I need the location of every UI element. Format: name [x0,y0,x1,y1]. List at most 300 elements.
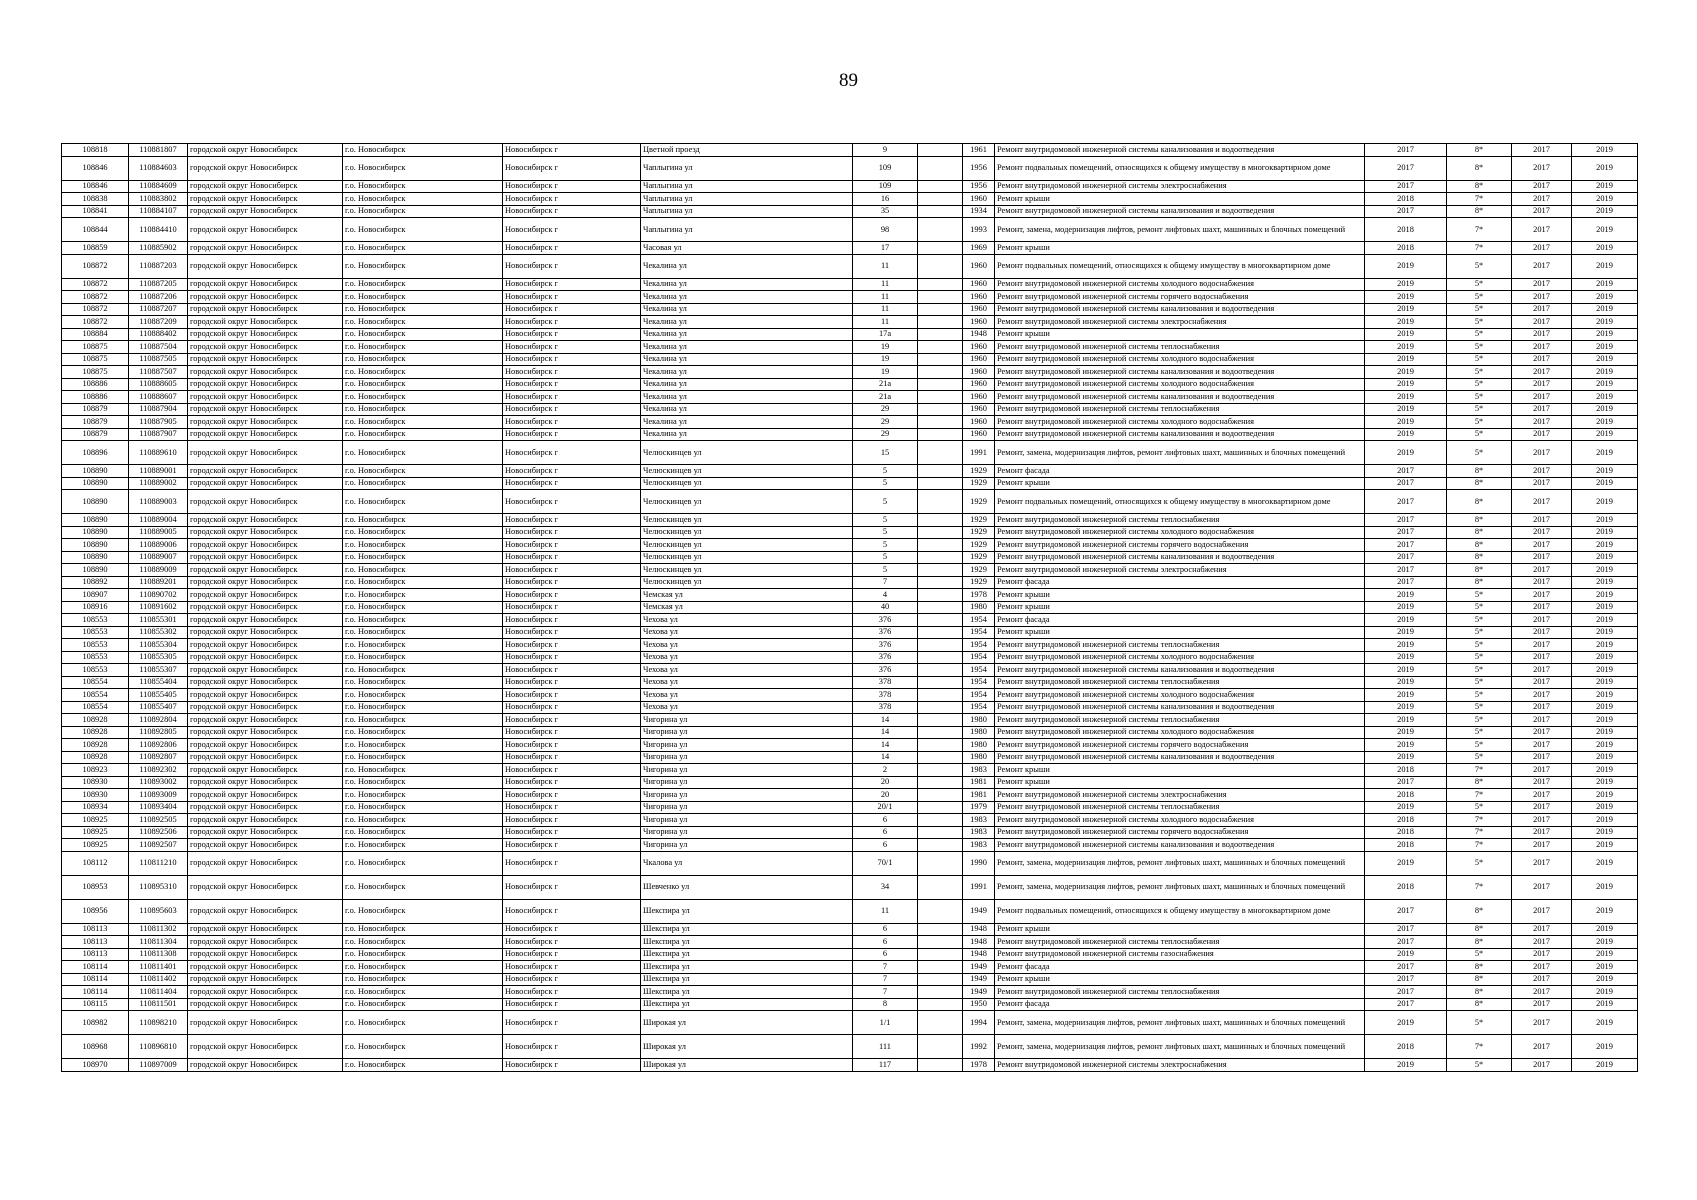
cell-year-built: 1956 [963,156,995,180]
cell-year-built: 1961 [963,144,995,157]
cell-start-year: 2017 [1512,254,1572,278]
cell-house-id: 108907 [62,589,129,602]
cell-end-year: 2019 [1572,726,1638,739]
cell-element-id: 110855404 [129,676,188,689]
cell-street: Шекспира ул [641,923,853,936]
cell-plan-year: 2018 [1365,789,1447,802]
cell-house-number: 19 [853,353,918,366]
cell-end-year: 2019 [1572,242,1638,255]
cell-start-year: 2017 [1512,353,1572,366]
cell-period: 8* [1447,490,1512,514]
cell-house-id: 108554 [62,701,129,714]
cell-plan-year: 2019 [1365,378,1447,391]
cell-work-type: Ремонт внутридомовой инженерной системы горячего водоснабжения [995,826,1365,839]
cell-work-type: Ремонт подвальных помещений, относящихся к общему имуществу в многоквартирном доме [995,254,1365,278]
cell-building [918,278,963,291]
cell-element-id: 110855307 [129,664,188,677]
cell-period: 8* [1447,205,1512,218]
cell-building [918,144,963,157]
cell-house-id: 108553 [62,639,129,652]
cell-year-built: 1960 [963,366,995,379]
cell-year-built: 1949 [963,899,995,923]
cell-year-built: 1954 [963,651,995,664]
cell-house-id: 108896 [62,441,129,465]
cell-plan-year: 2019 [1365,726,1447,739]
cell-house-id: 108928 [62,739,129,752]
cell-house-id: 108953 [62,875,129,899]
cell-work-type: Ремонт внутридомовой инженерной системы теплоснабжения [995,403,1365,416]
cell-end-year: 2019 [1572,1011,1638,1035]
cell-city: Новосибирск г [503,254,641,278]
cell-street: Чигорина ул [641,839,853,852]
cell-building [918,539,963,552]
cell-house-id: 108890 [62,526,129,539]
cell-plan-year: 2017 [1365,973,1447,986]
cell-end-year: 2019 [1572,589,1638,602]
cell-element-id: 110892807 [129,751,188,764]
cell-settlement: г.о. Новосибирск [343,789,503,802]
cell-work-type: Ремонт внутридомовой инженерной системы холодного водоснабжения [995,416,1365,429]
cell-end-year: 2019 [1572,576,1638,589]
cell-street: Шекспира ул [641,961,853,974]
cell-municipality: городской округ Новосибирск [188,726,343,739]
cell-house-id: 108872 [62,303,129,316]
cell-year-built: 1929 [963,564,995,577]
cell-year-built: 1954 [963,639,995,652]
cell-plan-year: 2019 [1365,714,1447,727]
cell-municipality: городской округ Новосибирск [188,764,343,777]
cell-element-id: 110888605 [129,378,188,391]
cell-year-built: 1960 [963,416,995,429]
cell-city: Новосибирск г [503,851,641,875]
cell-settlement: г.о. Новосибирск [343,923,503,936]
cell-period: 8* [1447,564,1512,577]
cell-street: Челюскинцев ул [641,477,853,490]
cell-house-number: 6 [853,814,918,827]
cell-work-type: Ремонт крыши [995,242,1365,255]
cell-settlement: г.о. Новосибирск [343,851,503,875]
cell-work-type: Ремонт внутридомовой инженерной системы газоснабжения [995,948,1365,961]
cell-plan-year: 2019 [1365,626,1447,639]
cell-building [918,391,963,404]
cell-plan-year: 2018 [1365,826,1447,839]
cell-start-year: 2017 [1512,875,1572,899]
table-row [62,205,1638,218]
cell-year-built: 1960 [963,193,995,206]
cell-period: 7* [1447,193,1512,206]
cell-period: 8* [1447,973,1512,986]
cell-building [918,986,963,999]
cell-city: Новосибирск г [503,144,641,157]
cell-house-number: 7 [853,576,918,589]
cell-city: Новосибирск г [503,441,641,465]
cell-municipality: городской округ Новосибирск [188,614,343,627]
cell-work-type: Ремонт внутридомовой инженерной системы канализования и водоотведения [995,551,1365,564]
cell-house-number: 6 [853,839,918,852]
table-row [62,391,1638,404]
cell-year-built: 1948 [963,948,995,961]
cell-period: 7* [1447,875,1512,899]
cell-street: Чекалина ул [641,403,853,416]
cell-street: Чаплыгина ул [641,180,853,193]
table-row [62,254,1638,278]
table-row [62,180,1638,193]
cell-end-year: 2019 [1572,639,1638,652]
table-row [62,739,1638,752]
cell-municipality: городской округ Новосибирск [188,416,343,429]
cell-street: Чигорина ул [641,776,853,789]
cell-building [918,416,963,429]
cell-settlement: г.о. Новосибирск [343,639,503,652]
table-row [62,156,1638,180]
cell-work-type: Ремонт, замена, модернизация лифтов, ремонт лифтовых шахт, машинных и блочных помещений [995,851,1365,875]
table-row [62,998,1638,1011]
cell-street: Чехова ул [641,676,853,689]
cell-element-id: 110887907 [129,428,188,441]
cell-work-type: Ремонт внутридомовой инженерной системы электроснабжения [995,316,1365,329]
cell-house-number: 109 [853,156,918,180]
cell-element-id: 110855302 [129,626,188,639]
cell-end-year: 2019 [1572,923,1638,936]
cell-period: 5* [1447,328,1512,341]
cell-city: Новосибирск г [503,416,641,429]
cell-settlement: г.о. Новосибирск [343,403,503,416]
cell-street: Чигорина ул [641,826,853,839]
cell-plan-year: 2019 [1365,851,1447,875]
table-row [62,851,1638,875]
cell-city: Новосибирск г [503,714,641,727]
cell-start-year: 2017 [1512,490,1572,514]
cell-building [918,614,963,627]
cell-settlement: г.о. Новосибирск [343,156,503,180]
cell-house-number: 111 [853,1035,918,1059]
cell-house-id: 108112 [62,851,129,875]
cell-city: Новосибирск г [503,316,641,329]
table-row [62,726,1638,739]
cell-house-number: 11 [853,316,918,329]
cell-work-type: Ремонт фасада [995,576,1365,589]
table-row [62,218,1638,242]
cell-year-built: 1956 [963,180,995,193]
cell-settlement: г.о. Новосибирск [343,899,503,923]
cell-settlement: г.о. Новосибирск [343,1059,503,1072]
cell-plan-year: 2019 [1365,328,1447,341]
cell-building [918,998,963,1011]
cell-start-year: 2017 [1512,366,1572,379]
cell-plan-year: 2019 [1365,316,1447,329]
cell-municipality: городской округ Новосибирск [188,639,343,652]
cell-period: 7* [1447,826,1512,839]
cell-end-year: 2019 [1572,378,1638,391]
table-row [62,477,1638,490]
cell-house-id: 108890 [62,551,129,564]
cell-plan-year: 2017 [1365,156,1447,180]
cell-house-id: 108890 [62,564,129,577]
cell-year-built: 1969 [963,242,995,255]
cell-street: Чекалина ул [641,278,853,291]
cell-house-number: 16 [853,193,918,206]
table-row [62,986,1638,999]
cell-plan-year: 2017 [1365,526,1447,539]
cell-municipality: городской округ Новосибирск [188,156,343,180]
cell-house-number: 9 [853,144,918,157]
cell-year-built: 1954 [963,676,995,689]
cell-city: Новосибирск г [503,465,641,478]
cell-period: 5* [1447,739,1512,752]
cell-building [918,948,963,961]
cell-house-id: 108875 [62,353,129,366]
cell-period: 5* [1447,726,1512,739]
cell-street: Чехова ул [641,664,853,677]
cell-municipality: городской округ Новосибирск [188,180,343,193]
cell-house-id: 108841 [62,205,129,218]
cell-municipality: городской округ Новосибирск [188,776,343,789]
cell-municipality: городской округ Новосибирск [188,428,343,441]
cell-building [918,689,963,702]
cell-street: Чекалина ул [641,291,853,304]
cell-work-type: Ремонт внутридомовой инженерной системы канализования и водоотведения [995,839,1365,852]
cell-house-number: 11 [853,278,918,291]
cell-municipality: городской округ Новосибирск [188,526,343,539]
cell-building [918,764,963,777]
cell-work-type: Ремонт, замена, модернизация лифтов, ремонт лифтовых шахт, машинных и блочных помещений [995,1035,1365,1059]
cell-element-id: 110889007 [129,551,188,564]
cell-street: Чигорина ул [641,801,853,814]
cell-end-year: 2019 [1572,751,1638,764]
cell-start-year: 2017 [1512,751,1572,764]
cell-street: Шевченко ул [641,875,853,899]
cell-building [918,601,963,614]
cell-house-number: 15 [853,441,918,465]
cell-end-year: 2019 [1572,789,1638,802]
cell-house-number: 6 [853,948,918,961]
cell-settlement: г.о. Новосибирск [343,242,503,255]
table-row [62,776,1638,789]
cell-plan-year: 2017 [1365,205,1447,218]
cell-start-year: 2017 [1512,936,1572,949]
cell-municipality: городской округ Новосибирск [188,899,343,923]
cell-start-year: 2017 [1512,465,1572,478]
cell-year-built: 1934 [963,205,995,218]
cell-start-year: 2017 [1512,539,1572,552]
cell-house-id: 108923 [62,764,129,777]
cell-house-id: 108956 [62,899,129,923]
cell-building [918,875,963,899]
cell-plan-year: 2019 [1365,428,1447,441]
cell-settlement: г.о. Новосибирск [343,576,503,589]
cell-municipality: городской округ Новосибирск [188,1059,343,1072]
cell-end-year: 2019 [1572,278,1638,291]
cell-municipality: городской округ Новосибирск [188,328,343,341]
cell-building [918,366,963,379]
cell-settlement: г.о. Новосибирск [343,701,503,714]
cell-year-built: 1950 [963,998,995,1011]
cell-street: Челюскинцев ул [641,564,853,577]
cell-house-id: 108554 [62,689,129,702]
cell-house-number: 14 [853,751,918,764]
table-row [62,193,1638,206]
cell-plan-year: 2019 [1365,689,1447,702]
cell-element-id: 110885902 [129,242,188,255]
cell-settlement: г.о. Новосибирск [343,739,503,752]
cell-street: Чаплыгина ул [641,218,853,242]
cell-end-year: 2019 [1572,490,1638,514]
cell-end-year: 2019 [1572,961,1638,974]
cell-municipality: городской округ Новосибирск [188,826,343,839]
cell-house-number: 376 [853,626,918,639]
cell-work-type: Ремонт внутридомовой инженерной системы электроснабжения [995,789,1365,802]
cell-municipality: городской округ Новосибирск [188,144,343,157]
cell-street: Чигорина ул [641,739,853,752]
cell-city: Новосибирск г [503,776,641,789]
cell-house-id: 108818 [62,144,129,157]
cell-element-id: 110893009 [129,789,188,802]
cell-start-year: 2017 [1512,826,1572,839]
cell-settlement: г.о. Новосибирск [343,341,503,354]
cell-settlement: г.о. Новосибирск [343,936,503,949]
cell-period: 5* [1447,601,1512,614]
cell-period: 8* [1447,539,1512,552]
cell-city: Новосибирск г [503,664,641,677]
cell-work-type: Ремонт крыши [995,477,1365,490]
cell-city: Новосибирск г [503,514,641,527]
cell-street: Чемская ул [641,601,853,614]
cell-work-type: Ремонт внутридомовой инженерной системы горячего водоснабжения [995,291,1365,304]
cell-start-year: 2017 [1512,180,1572,193]
cell-building [918,739,963,752]
cell-start-year: 2017 [1512,923,1572,936]
cell-element-id: 110887206 [129,291,188,304]
cell-period: 5* [1447,254,1512,278]
cell-period: 5* [1447,948,1512,961]
cell-plan-year: 2019 [1365,614,1447,627]
cell-element-id: 110889003 [129,490,188,514]
cell-house-number: 17а [853,328,918,341]
table-row [62,441,1638,465]
cell-work-type: Ремонт внутридомовой инженерной системы теплоснабжения [995,936,1365,949]
table-row [62,973,1638,986]
cell-house-number: 14 [853,714,918,727]
cell-city: Новосибирск г [503,328,641,341]
cell-period: 5* [1447,664,1512,677]
cell-end-year: 2019 [1572,441,1638,465]
cell-element-id: 110884603 [129,156,188,180]
cell-city: Новосибирск г [503,539,641,552]
cell-municipality: городской округ Новосибирск [188,626,343,639]
cell-house-number: 1/1 [853,1011,918,1035]
cell-work-type: Ремонт внутридомовой инженерной системы холодного водоснабжения [995,353,1365,366]
cell-street: Чехова ул [641,626,853,639]
cell-period: 7* [1447,1035,1512,1059]
cell-settlement: г.о. Новосибирск [343,651,503,664]
cell-city: Новосибирск г [503,651,641,664]
table-row [62,526,1638,539]
cell-period: 5* [1447,378,1512,391]
cell-element-id: 110889009 [129,564,188,577]
cell-street: Часовая ул [641,242,853,255]
cell-building [918,664,963,677]
cell-house-number: 4 [853,589,918,602]
cell-building [918,1035,963,1059]
cell-settlement: г.о. Новосибирск [343,391,503,404]
cell-street: Шекспира ул [641,936,853,949]
cell-house-id: 108859 [62,242,129,255]
cell-start-year: 2017 [1512,651,1572,664]
cell-year-built: 1960 [963,378,995,391]
cell-element-id: 110898210 [129,1011,188,1035]
cell-year-built: 1949 [963,973,995,986]
table-row [62,576,1638,589]
cell-house-id: 108884 [62,328,129,341]
cell-plan-year: 2017 [1365,998,1447,1011]
cell-city: Новосибирск г [503,676,641,689]
cell-element-id: 110892806 [129,739,188,752]
cell-end-year: 2019 [1572,814,1638,827]
cell-building [918,156,963,180]
cell-plan-year: 2017 [1365,961,1447,974]
cell-street: Чекалина ул [641,328,853,341]
cell-house-number: 21а [853,391,918,404]
cell-municipality: городской округ Новосибирск [188,998,343,1011]
cell-year-built: 1978 [963,589,995,602]
cell-start-year: 2017 [1512,689,1572,702]
cell-house-number: 378 [853,676,918,689]
cell-house-id: 108970 [62,1059,129,1072]
cell-building [918,403,963,416]
cell-house-number: 34 [853,875,918,899]
cell-element-id: 110892302 [129,764,188,777]
cell-city: Новосибирск г [503,801,641,814]
cell-period: 7* [1447,764,1512,777]
cell-start-year: 2017 [1512,676,1572,689]
cell-element-id: 110811308 [129,948,188,961]
cell-start-year: 2017 [1512,839,1572,852]
cell-period: 5* [1447,441,1512,465]
cell-building [918,973,963,986]
cell-end-year: 2019 [1572,218,1638,242]
cell-end-year: 2019 [1572,701,1638,714]
cell-building [918,701,963,714]
cell-plan-year: 2019 [1365,441,1447,465]
cell-municipality: городской округ Новосибирск [188,551,343,564]
cell-end-year: 2019 [1572,714,1638,727]
cell-period: 8* [1447,998,1512,1011]
cell-street: Чекалина ул [641,416,853,429]
cell-end-year: 2019 [1572,998,1638,1011]
cell-city: Новосибирск г [503,1035,641,1059]
table-row [62,839,1638,852]
cell-house-number: 17 [853,242,918,255]
cell-building [918,651,963,664]
cell-year-built: 1929 [963,490,995,514]
cell-house-id: 108114 [62,986,129,999]
cell-work-type: Ремонт внутридомовой инженерной системы теплоснабжения [995,676,1365,689]
cell-end-year: 2019 [1572,316,1638,329]
cell-building [918,751,963,764]
cell-house-number: 40 [853,601,918,614]
cell-house-id: 108553 [62,664,129,677]
cell-start-year: 2017 [1512,564,1572,577]
cell-end-year: 2019 [1572,1059,1638,1072]
cell-plan-year: 2017 [1365,936,1447,949]
cell-start-year: 2017 [1512,378,1572,391]
cell-city: Новосибирск г [503,303,641,316]
cell-settlement: г.о. Новосибирск [343,839,503,852]
cell-plan-year: 2019 [1365,601,1447,614]
cell-year-built: 1981 [963,789,995,802]
cell-building [918,180,963,193]
cell-municipality: городской округ Новосибирск [188,205,343,218]
